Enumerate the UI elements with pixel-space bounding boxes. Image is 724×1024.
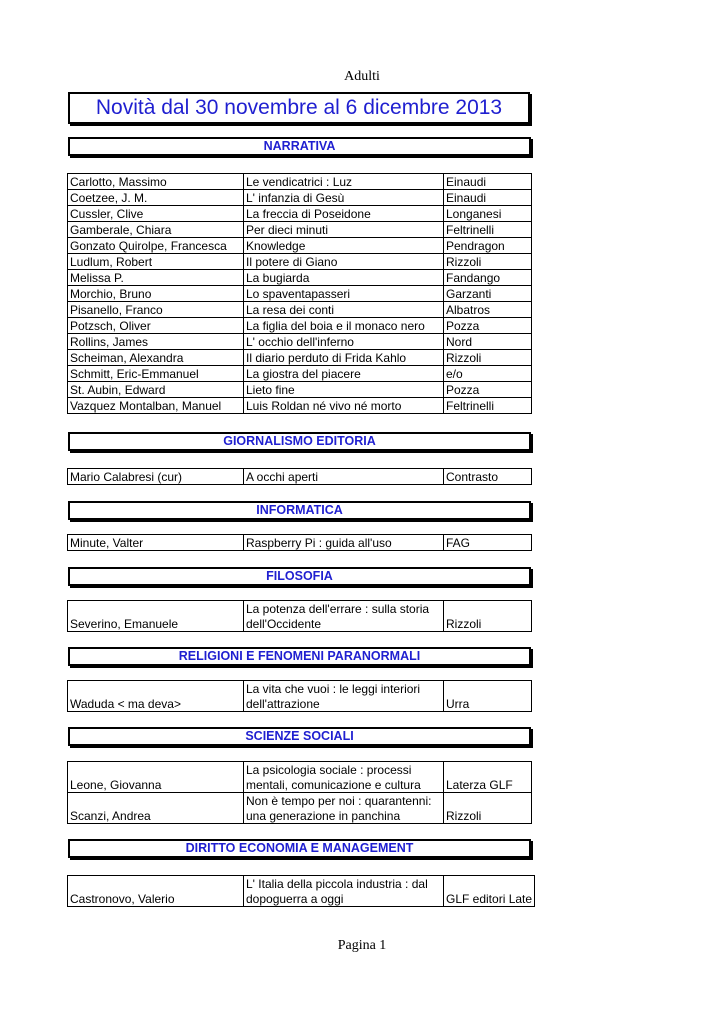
table-row	[68, 469, 532, 485]
author-cell: Morchio, Bruno	[68, 286, 244, 302]
publisher-cell: Rizzoli	[444, 350, 532, 366]
table-row	[68, 222, 532, 238]
author-cell: Minute, Valter	[68, 535, 244, 551]
title-cell: Il potere di Giano	[244, 254, 444, 270]
title-cell: L' infanzia di Gesù	[244, 190, 444, 206]
title-cell: A occhi aperti	[244, 469, 444, 485]
section-heading-filosofia: FILOSOFIA	[68, 567, 531, 586]
section-heading-giornalismo-editoria: GIORNALISMO EDITORIA	[68, 432, 531, 451]
section-heading-religioni-fenomeni-paranormali: RELIGIONI E FENOMENI PARANORMALI	[68, 647, 531, 666]
filosofia-table	[67, 600, 532, 632]
publisher-cell: Pendragon	[444, 238, 532, 254]
author-cell: Ludlum, Robert	[68, 254, 244, 270]
publisher-cell: Einaudi	[444, 174, 532, 190]
table-row	[68, 334, 532, 350]
author-cell: Melissa P.	[68, 270, 244, 286]
table-row	[68, 535, 532, 551]
informatica-table	[67, 534, 532, 551]
author-cell: Mario Calabresi (cur)	[68, 469, 244, 485]
author-cell: Potzsch, Oliver	[68, 318, 244, 334]
publisher-cell: Pozza	[444, 318, 532, 334]
title-cell: La psicologia sociale : processi mentali, comunicazione e cultura	[244, 762, 444, 793]
religioni-table	[67, 680, 532, 712]
title-cell: L' Italia della piccola industria : dal dopoguerra a oggi	[244, 876, 444, 907]
table-row	[68, 350, 532, 366]
publisher-cell: Longanesi	[444, 206, 532, 222]
narrativa-table	[67, 173, 532, 414]
publisher-cell: Feltrinelli	[444, 222, 532, 238]
author-cell: Coetzee, J. M.	[68, 190, 244, 206]
author-cell: Waduda < ma deva>	[68, 681, 244, 712]
table-row	[68, 793, 532, 824]
author-cell: Castronovo, Valerio	[68, 876, 244, 907]
publisher-cell: GLF editori Late	[444, 876, 535, 907]
author-cell: Scheiman, Alexandra	[68, 350, 244, 366]
publisher-cell: Urra	[444, 681, 532, 712]
section-heading-informatica: INFORMATICA	[68, 501, 531, 520]
table-row	[68, 190, 532, 206]
title-cell: La resa dei conti	[244, 302, 444, 318]
table-row	[68, 206, 532, 222]
publisher-cell: Rizzoli	[444, 254, 532, 270]
publisher-cell: Einaudi	[444, 190, 532, 206]
author-cell: Vazquez Montalban, Manuel	[68, 398, 244, 414]
author-cell: Leone, Giovanna	[68, 762, 244, 793]
giornalismo-editoria-table	[67, 468, 532, 485]
publisher-cell: Rizzoli	[444, 601, 532, 632]
author-cell: Cussler, Clive	[68, 206, 244, 222]
title-cell: Luis Roldan né vivo né morto	[244, 398, 444, 414]
title-cell: La bugiarda	[244, 270, 444, 286]
title-cell: La freccia di Poseidone	[244, 206, 444, 222]
publisher-cell: Contrasto	[444, 469, 532, 485]
publisher-cell: FAG	[444, 535, 532, 551]
author-cell: Gonzato Quirolpe, Francesca	[68, 238, 244, 254]
title-cell: Per dieci minuti	[244, 222, 444, 238]
title-cell: La figlia del boia e il monaco nero	[244, 318, 444, 334]
publisher-cell: Rizzoli	[444, 793, 532, 824]
table-row	[68, 254, 532, 270]
author-cell: Scanzi, Andrea	[68, 793, 244, 824]
table-row	[68, 876, 535, 907]
title-cell: La giostra del piacere	[244, 366, 444, 382]
table-row	[68, 318, 532, 334]
page-header-label: Adulti	[344, 69, 380, 84]
section-heading-narrativa: NARRATIVA	[68, 137, 531, 156]
publisher-cell: e/o	[444, 366, 532, 382]
page-number: Pagina 1	[337, 938, 387, 953]
title-cell: L' occhio dell'inferno	[244, 334, 444, 350]
page-title: Novità dal 30 novembre al 6 dicembre 2013	[68, 92, 530, 124]
table-row	[68, 286, 532, 302]
diritto-economia-table	[67, 875, 535, 907]
publisher-cell: Feltrinelli	[444, 398, 532, 414]
author-cell: Schmitt, Eric-Emmanuel	[68, 366, 244, 382]
scienze-sociali-table	[67, 761, 532, 824]
title-cell: La potenza dell'errare : sulla storia dell'Occidente	[244, 601, 444, 632]
publisher-cell: Nord	[444, 334, 532, 350]
title-cell: Le vendicatrici : Luz	[244, 174, 444, 190]
title-cell: Lo spaventapasseri	[244, 286, 444, 302]
table-row	[68, 270, 532, 286]
author-cell: St. Aubin, Edward	[68, 382, 244, 398]
table-row	[68, 302, 532, 318]
author-cell: Rollins, James	[68, 334, 244, 350]
author-cell: Pisanello, Franco	[68, 302, 244, 318]
title-cell: Lieto fine	[244, 382, 444, 398]
publisher-cell: Albatros	[444, 302, 532, 318]
table-row	[68, 601, 532, 632]
title-cell: Non è tempo per noi : quarantenni: una generazione in panchina	[244, 793, 444, 824]
table-row	[68, 762, 532, 793]
author-cell: Gamberale, Chiara	[68, 222, 244, 238]
table-row	[68, 238, 532, 254]
table-row	[68, 382, 532, 398]
title-cell: La vita che vuoi : le leggi interiori dell'attrazione	[244, 681, 444, 712]
title-cell: Il diario perduto di Frida Kahlo	[244, 350, 444, 366]
publisher-cell: Laterza GLF	[444, 762, 532, 793]
title-cell: Raspberry Pi : guida all'uso	[244, 535, 444, 551]
table-row	[68, 398, 532, 414]
title-cell: Knowledge	[244, 238, 444, 254]
section-heading-scienze-sociali: SCIENZE SOCIALI	[68, 727, 531, 746]
section-heading-diritto-economia-management: DIRITTO ECONOMIA E MANAGEMENT	[68, 839, 531, 858]
author-cell: Severino, Emanuele	[68, 601, 244, 632]
publisher-cell: Garzanti	[444, 286, 532, 302]
table-row	[68, 174, 532, 190]
publisher-cell: Fandango	[444, 270, 532, 286]
table-row	[68, 366, 532, 382]
publisher-cell: Pozza	[444, 382, 532, 398]
author-cell: Carlotto, Massimo	[68, 174, 244, 190]
table-row	[68, 681, 532, 712]
